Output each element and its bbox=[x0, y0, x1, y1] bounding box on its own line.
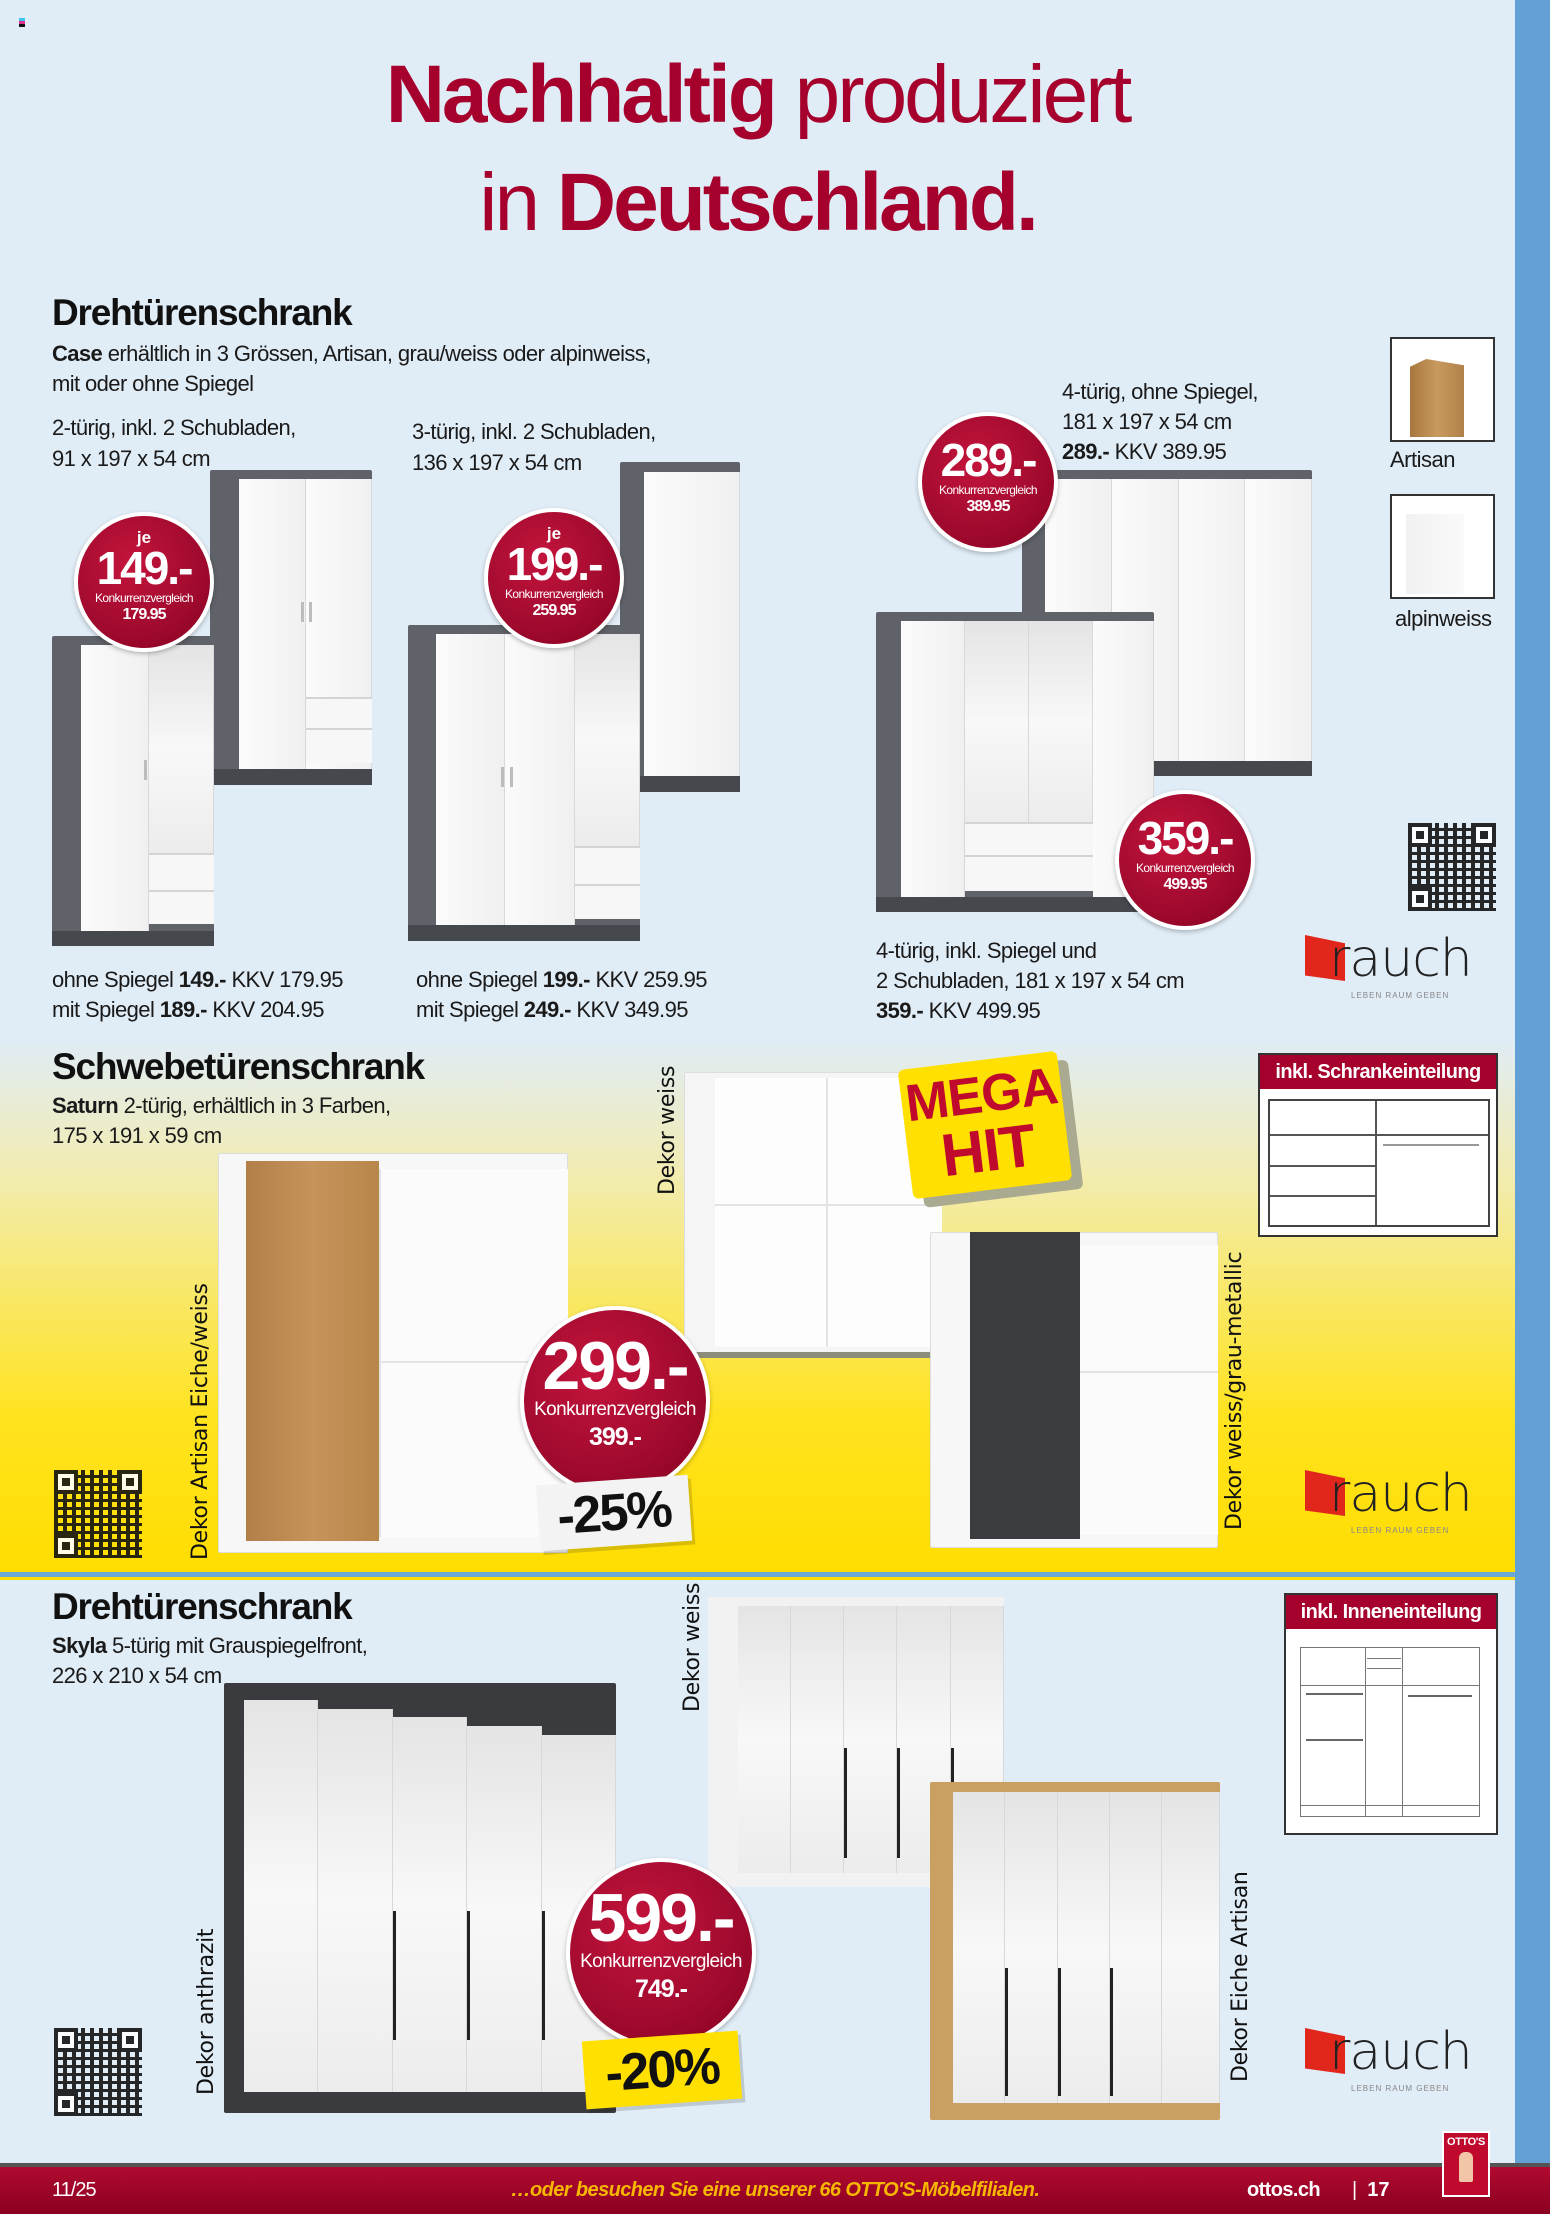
price-sticker-199: je 199.- Konkurrenzvergleich 259.95 bbox=[484, 508, 624, 648]
product2-desc-line1: 3-türig, inkl. 2 Schubladen, bbox=[412, 419, 656, 444]
section3-subtitle: Skyla 5-türig mit Grauspiegelfront, bbox=[52, 1633, 368, 1658]
product1-price-ohne-spiegel: ohne Spiegel 149.- KKV 179.95 bbox=[52, 967, 343, 992]
swatch-alpinweiss[interactable] bbox=[1390, 494, 1495, 599]
page-index: 11/25 bbox=[52, 2179, 96, 2201]
footer-bar bbox=[0, 2163, 1550, 2214]
variant-label-eiche: Dekor Eiche Artisan bbox=[1228, 1871, 1253, 2082]
wardrobe-skyla-anthrazit-image bbox=[224, 1683, 616, 2113]
info-box-inneneinteilung: inkl. Inneneinteilung bbox=[1284, 1593, 1498, 1835]
wardrobe-saturn-grau-image bbox=[930, 1232, 1218, 1548]
product3-desc-line1: 4-türig, ohne Spiegel, bbox=[1062, 379, 1258, 404]
variant-label-anthrazit: Dekor anthrazit bbox=[194, 1928, 219, 2095]
swatch-artisan[interactable] bbox=[1390, 337, 1495, 442]
headline-line-2: in Deutschland. bbox=[479, 157, 1036, 248]
variant-label-artisan: Dekor Artisan Eiche/weiss bbox=[188, 1283, 213, 1560]
swatch-alpinweiss-label: alpinweiss bbox=[1395, 606, 1492, 631]
info-box-schrankeinteilung: inkl. Schrankeinteilung bbox=[1258, 1053, 1498, 1237]
product2-desc-line2: 136 x 197 x 54 cm bbox=[412, 450, 582, 475]
qr-code-icon[interactable] bbox=[1408, 823, 1496, 911]
rauch-logo: rauch LEBEN RAUM GEBEN bbox=[1305, 1470, 1455, 1540]
section2-subtitle: Saturn 2-türig, erhältlich in 3 Farben, bbox=[52, 1093, 391, 1118]
ottos-logo: OTTO'S bbox=[1442, 2131, 1490, 2197]
product3-desc-line2: 181 x 197 x 54 cm bbox=[1062, 409, 1232, 434]
wardrobe-2door-mirror-image bbox=[52, 636, 214, 946]
section-divider bbox=[0, 1572, 1515, 1577]
price-sticker-289: 289.- Konkurrenzvergleich 389.95 bbox=[918, 412, 1058, 552]
discount-badge-25: -25% bbox=[536, 1475, 692, 1551]
variant-label-weiss: Dekor weiss bbox=[680, 1582, 705, 1712]
wardrobe-skyla-eiche-image bbox=[930, 1782, 1220, 2120]
wardrobe-3door-mirror-image bbox=[408, 625, 640, 941]
pointing-hand-icon bbox=[1459, 2152, 1473, 2182]
qr-code-icon[interactable] bbox=[54, 1470, 142, 1558]
page-edge-strip bbox=[1515, 0, 1550, 2214]
product1-price-mit-spiegel: mit Spiegel 189.- KKV 204.95 bbox=[52, 997, 324, 1022]
section3-title: Drehtürenschrank bbox=[52, 1586, 352, 1627]
discount-badge-20: -20% bbox=[582, 2031, 742, 2110]
variant-label-weiss: Dekor weiss bbox=[655, 1065, 680, 1195]
wardrobe-4door-mirror-image bbox=[876, 612, 1154, 912]
rauch-logo: rauch LEBEN RAUM GEBEN bbox=[1305, 2028, 1455, 2098]
product1-desc-line2: 91 x 197 x 54 cm bbox=[52, 446, 210, 471]
section1-subtitle-line2: mit oder ohne Spiegel bbox=[52, 371, 254, 396]
product3-price-line: 289.- KKV 389.95 bbox=[1062, 439, 1227, 464]
price-sticker-299: 299.- Konkurrenzvergleich 399.- bbox=[520, 1306, 710, 1496]
section1-subtitle: Case erhältlich in 3 Grössen, Artisan, grau/weiss oder alpinweiss, bbox=[52, 341, 651, 366]
section1-title: Drehtürenschrank bbox=[52, 292, 352, 333]
price-sticker-599: 599.- Konkurrenzvergleich 749.- bbox=[566, 1858, 756, 2048]
product4-desc-line1: 4-türig, inkl. Spiegel und bbox=[876, 938, 1097, 963]
product4-desc-line2: 2 Schubladen, 181 x 197 x 54 cm bbox=[876, 968, 1184, 993]
headline-line-1: Nachhaltig produziert bbox=[385, 49, 1130, 140]
section3-subtitle-line2: 226 x 210 x 54 cm bbox=[52, 1663, 222, 1688]
product2-price-mit-spiegel: mit Spiegel 249.- KKV 349.95 bbox=[416, 997, 688, 1022]
variant-label-weiss-grau: Dekor weiss/grau-metallic bbox=[1222, 1251, 1247, 1530]
mega-hit-badge: MEGA HIT bbox=[898, 1051, 1073, 1200]
qr-code-icon[interactable] bbox=[54, 2028, 142, 2116]
product4-price-line: 359.- KKV 499.95 bbox=[876, 998, 1041, 1023]
registration-mark-icon bbox=[19, 18, 25, 27]
product1-desc-line1: 2-türig, inkl. 2 Schubladen, bbox=[52, 415, 296, 440]
footer-slogan: …oder besuchen Sie eine unserer 66 OTTO'S-Möbelfilialen. bbox=[510, 2179, 1040, 2201]
website-link[interactable]: ottos.ch bbox=[1247, 2179, 1320, 2201]
wardrobe-2door-back-image bbox=[210, 470, 372, 785]
price-sticker-359: 359.- Konkurrenzvergleich 499.95 bbox=[1115, 790, 1255, 930]
product2-price-ohne-spiegel: ohne Spiegel 199.- KKV 259.95 bbox=[416, 967, 707, 992]
wardrobe-saturn-artisan-image bbox=[218, 1153, 568, 1553]
rauch-logo: rauch LEBEN RAUM GEBEN bbox=[1305, 935, 1455, 1005]
section2-title: Schwebetürenschrank bbox=[52, 1046, 425, 1087]
swatch-artisan-label: Artisan bbox=[1390, 447, 1455, 472]
section2-subtitle-line2: 175 x 191 x 59 cm bbox=[52, 1123, 222, 1148]
price-sticker-149: je 149.- Konkurrenzvergleich 179.95 bbox=[74, 512, 214, 652]
page-number: | 17 bbox=[1352, 2179, 1390, 2201]
